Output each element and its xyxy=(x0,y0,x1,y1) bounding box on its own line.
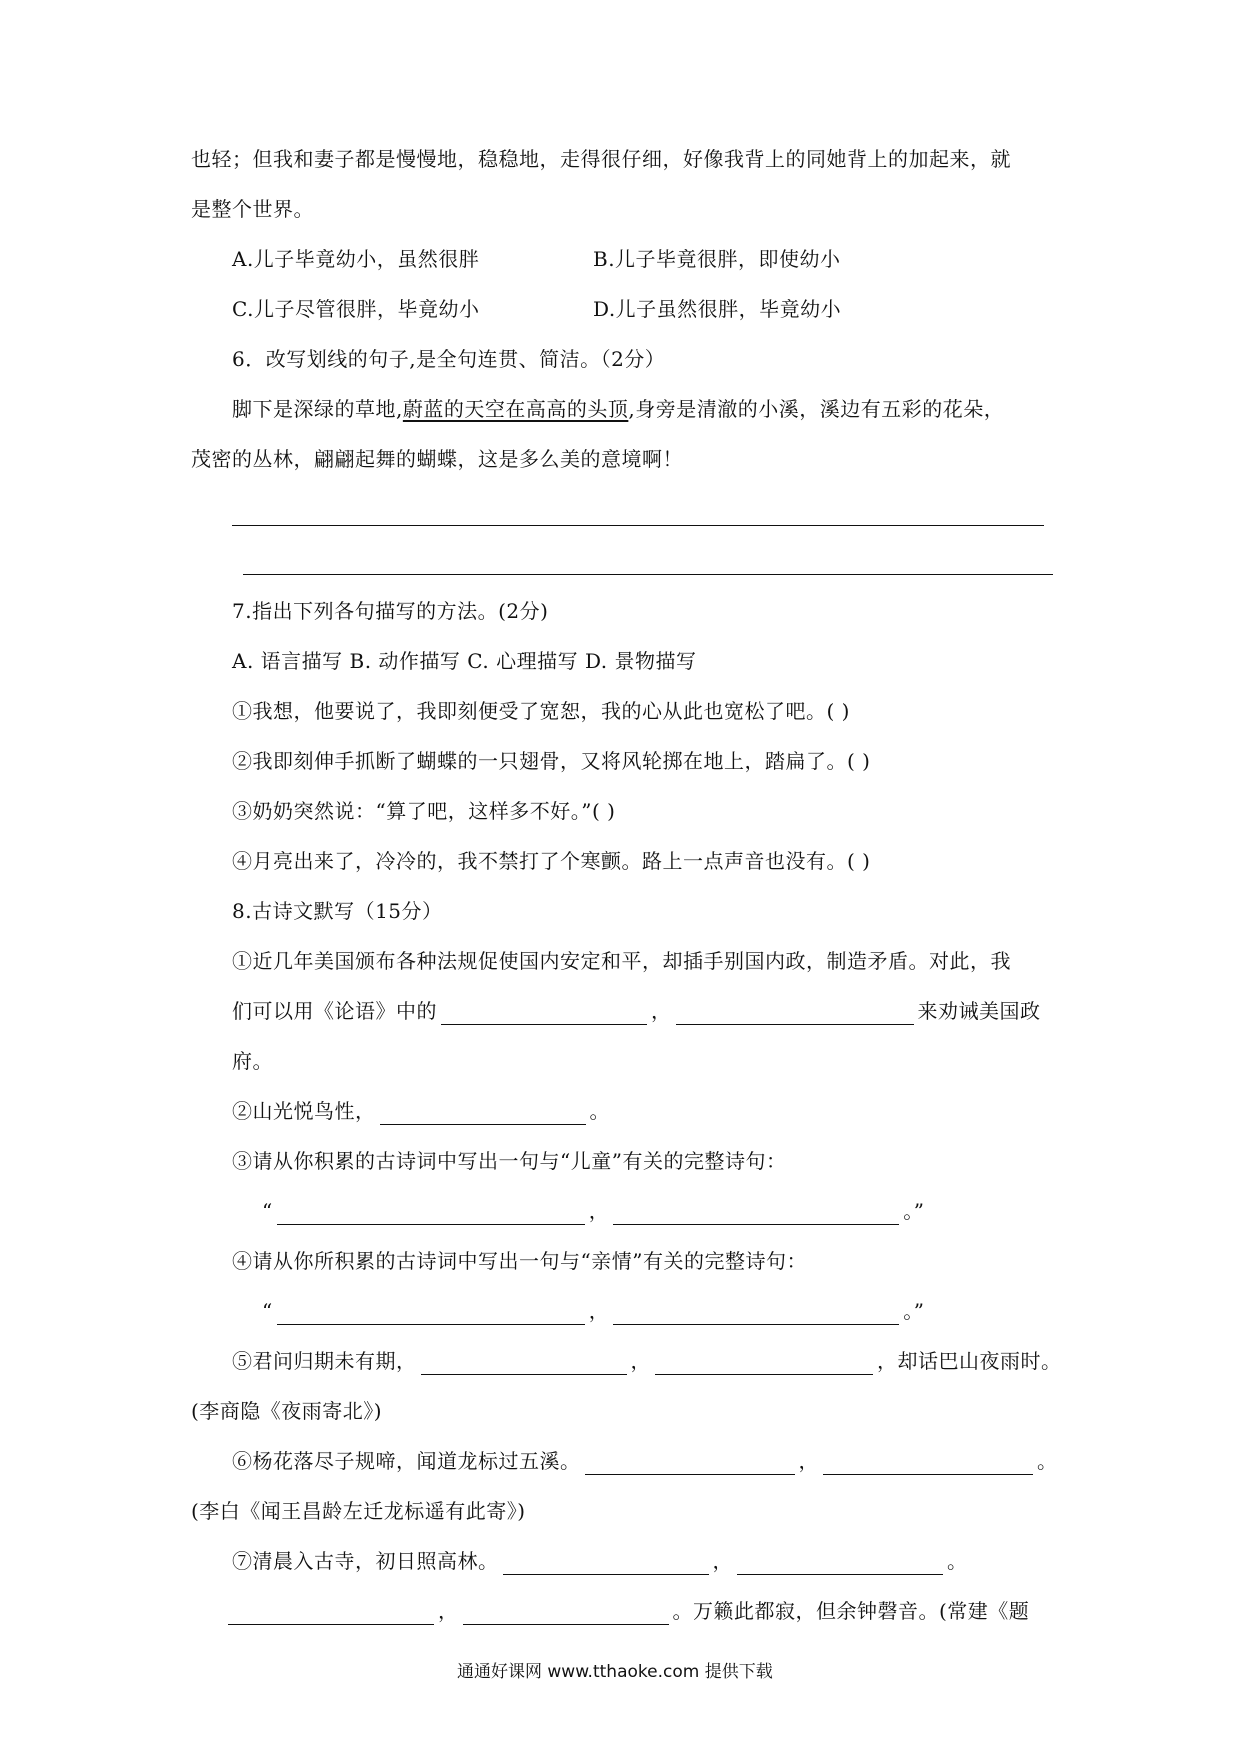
fill-blank[interactable] xyxy=(613,1302,899,1325)
fill-blank[interactable] xyxy=(823,1452,1033,1475)
item-text: ， xyxy=(798,1449,819,1473)
q8-item-1-line-2 xyxy=(232,997,1041,1025)
q8-item-2 xyxy=(232,1097,610,1125)
question-7-sentence-2: ②我即刻伸手抓断了蝴蝶的一只翅骨，又将风轮掷在地上，踏扁了。( ) xyxy=(232,749,871,773)
fill-blank[interactable] xyxy=(503,1552,709,1575)
fill-blank[interactable] xyxy=(228,1602,434,1625)
option-d: D.儿子虽然很胖，毕竟幼小 xyxy=(593,297,842,321)
question-6-title: 6．改写划线的句子,是全句连贯、简洁。（2分） xyxy=(232,347,666,371)
item-text: ， xyxy=(630,1349,651,1373)
item-text: ， xyxy=(712,1549,733,1573)
answer-line-2[interactable] xyxy=(243,574,1053,575)
question-7-sentence-3: ③奶奶突然说：“算了吧，这样多不好。”( ) xyxy=(232,799,616,823)
item-text: ， xyxy=(438,1599,459,1623)
passage-text: 脚下是深绿的草地, xyxy=(232,397,403,421)
item-text: 。 xyxy=(589,1099,610,1123)
item-text: ②山光悦鸟性， xyxy=(232,1099,376,1123)
q8-item-5-source: (李商隐《夜雨寄北》) xyxy=(191,1399,383,1423)
item-text: “ xyxy=(262,1299,273,1323)
item-text: ， xyxy=(588,1199,610,1223)
question-6-passage-line-2: 茂密的丛林，翩翩起舞的蝴蝶，这是多么美的意境啊！ xyxy=(191,447,683,471)
q8-item-6-source: (李白《闻王昌龄左迁龙标遥有此寄》) xyxy=(191,1499,526,1523)
item-text: 。万籁此都寂，但余钟磬音。(常建《题 xyxy=(672,1599,1030,1623)
underlined-sentence: 蔚蓝的天空在高高的头顶 xyxy=(402,397,629,421)
option-a: A.儿子毕竟幼小，虽然很胖 xyxy=(232,247,480,271)
question-8-title: 8.古诗文默写（15分） xyxy=(232,899,443,923)
fill-blank[interactable] xyxy=(655,1352,873,1375)
item-text: 们可以用《论语》中的 xyxy=(232,999,437,1023)
q8-item-5 xyxy=(232,1347,1062,1375)
option-c: C.儿子尽管很胖，毕竟幼小 xyxy=(232,297,480,321)
item-text: ， xyxy=(588,1299,610,1323)
fill-blank[interactable] xyxy=(585,1452,795,1475)
page-footer: 通通好课网 www.tthaoke.com 提供下载 xyxy=(457,1662,773,1682)
item-text: 。” xyxy=(903,1199,925,1223)
fill-blank[interactable] xyxy=(463,1602,669,1625)
item-text: ⑤君问归期未有期， xyxy=(232,1349,417,1373)
fill-blank[interactable] xyxy=(613,1202,899,1225)
q8-item-7-line-1 xyxy=(232,1547,968,1575)
q8-item-4-answer xyxy=(262,1297,924,1325)
item-text: ⑦清晨入古寺，初日照高林。 xyxy=(232,1549,499,1573)
fill-blank[interactable] xyxy=(676,1002,914,1025)
q8-item-1-line-3: 府。 xyxy=(232,1049,273,1073)
question-7-sentence-4: ④月亮出来了，冷冷的，我不禁打了个寒颤。路上一点声音也没有。( ) xyxy=(232,849,871,873)
q8-item-6 xyxy=(232,1447,1058,1475)
passage-text: ,身旁是清澈的小溪，溪边有五彩的花朵， xyxy=(628,397,1005,421)
fill-blank[interactable] xyxy=(737,1552,943,1575)
item-text: ⑥杨花落尽子规啼，闻道龙标过五溪。 xyxy=(232,1449,581,1473)
question-6-passage-line-1 xyxy=(232,395,1004,423)
fill-blank[interactable] xyxy=(277,1202,585,1225)
q8-item-1-line-1: ①近几年美国颁布各种法规促使国内安定和平，却插手别国内政，制造矛盾。对此，我 xyxy=(232,949,1011,973)
item-text: ， xyxy=(877,1349,898,1373)
fill-blank[interactable] xyxy=(441,1002,647,1025)
item-text: 却话巴山夜雨时。 xyxy=(897,1349,1062,1373)
question-7-sentence-1: ①我想，他要说了，我即刻便受了宽恕，我的心从此也宽松了吧。( ) xyxy=(232,699,850,723)
fill-blank[interactable] xyxy=(421,1352,627,1375)
answer-line-1[interactable] xyxy=(232,525,1044,526)
q8-item-3-prompt: ③请从你积累的古诗词中写出一句与“儿童”有关的完整诗句： xyxy=(232,1149,787,1173)
intro-line-2: 是整个世界。 xyxy=(191,197,314,221)
q8-item-3-answer xyxy=(262,1197,924,1225)
item-text: 。 xyxy=(947,1549,968,1573)
item-text: 。 xyxy=(1037,1449,1058,1473)
question-7-choices: A. 语言描写 B. 动作描写 C. 心理描写 D. 景物描写 xyxy=(232,649,697,673)
item-text: 。” xyxy=(903,1299,925,1323)
option-b: B.儿子毕竟很胖，即使幼小 xyxy=(593,247,841,271)
item-text: “ xyxy=(262,1199,273,1223)
item-text: 来劝诫美国政 xyxy=(917,999,1041,1023)
q8-item-4-prompt: ④请从你所积累的古诗词中写出一句与“亲情”有关的完整诗句： xyxy=(232,1249,807,1273)
fill-blank[interactable] xyxy=(380,1102,586,1125)
q8-item-7-line-2 xyxy=(228,1597,1029,1625)
item-text: ， xyxy=(651,999,672,1023)
question-7-title: 7.指出下列各句描写的方法。(2分) xyxy=(232,599,549,623)
intro-line-1: 也轻；但我和妻子都是慢慢地，稳稳地，走得很仔细，好像我背上的同她背上的加起来，就 xyxy=(191,147,1011,171)
fill-blank[interactable] xyxy=(277,1302,585,1325)
